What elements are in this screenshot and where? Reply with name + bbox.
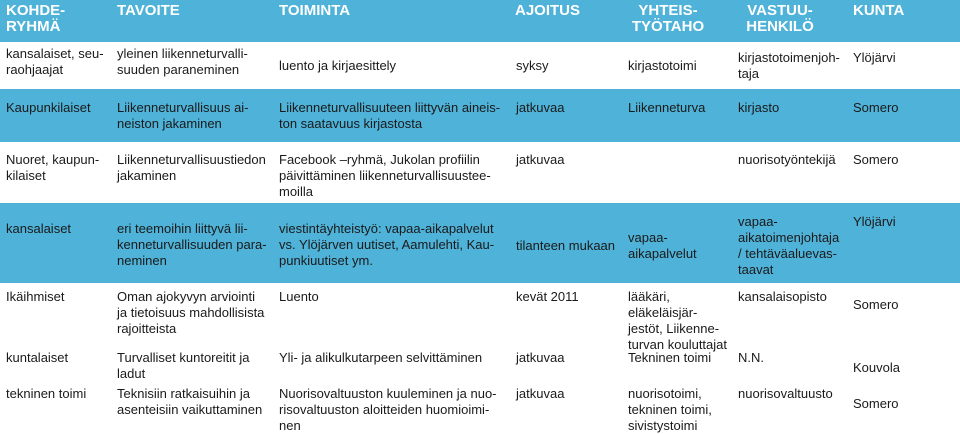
header-responsible: VASTUU- HENKILÖ [746,2,814,35]
row5-timing: kevät 2011 [516,289,579,304]
row7-goal: Teknisiin ratkaisuihin ja asenteisiin vaikuttaminen [117,386,263,417]
row5-responsible: kansalaisopisto [738,289,827,304]
row2-responsible: kirjasto [738,100,780,115]
row4-target: kansalaiset [6,221,72,236]
row7-target: tekninen toimi [6,386,87,401]
header-municipality: KUNTA [853,2,905,19]
row5-goal: Oman ajokyvyn arviointi ja tietoisuus mahdollisista rajoitteista [117,289,265,336]
row6-timing: jatkuvaa [516,350,565,365]
header-action: TOIMINTA [279,2,351,19]
row7-action: Nuorisovaltuuston kuuleminen ja nuo- risovaltuuston aloitteiden huomioimi- nen [279,386,497,433]
header-partner: YHTEIS- TYÖTAHO [631,2,705,35]
row7-partner: nuorisotoimi, tekninen toimi, sivistystoimi [628,386,712,433]
row4-action: viestintäyhteistyö: vapaa-aikapalvelut vs. Ylöjärven uutiset, Aamulehti, Kau- punkiuutiset ym. [279,221,495,268]
header-target: KOHDE- RYHMÄ [6,2,66,35]
row2-municipality: Somero [853,100,899,115]
row6-partner: Tekninen toimi [628,350,712,365]
row5-partner: lääkäri, eläkeläisjär- jestöt, Liikenne- turvan kouluttajat [628,289,728,352]
header-goal: TAVOITE [117,2,180,19]
row1-goal: yleinen liikenneturvalli- suuden paraneminen [117,46,248,77]
row6-goal: Turvalliset kuntoreitit ja ladut [117,350,250,381]
row6-responsible: N.N. [738,350,764,365]
row3-action: Facebook –ryhmä, Jukolan profiilin päivittäminen liikenneturvallisuustee- moilla [279,152,491,199]
row3-target: Nuoret, kaupun- kilaiset [6,152,100,183]
row7-municipality: Somero [853,396,899,411]
row7-responsible: nuorisovaltuusto [738,386,833,401]
row4-timing: tilanteen mukaan [516,238,616,253]
row6-target: kuntalaiset [6,350,69,365]
row3-responsible: nuorisotyöntekijä [738,152,836,167]
row2-goal: Liikenneturvallisuus ai- neiston jakaminen [117,100,249,131]
row5-target: Ikäihmiset [6,289,65,304]
row3-goal: Liikenneturvallisuustiedon jakaminen [117,152,266,183]
row1-municipality: Ylöjärvi [853,50,896,65]
row2-action: Liikenneturvallisuuteen liittyvän aineis- ton saatavuus kirjastosta [279,100,501,131]
row7-timing: jatkuvaa [516,386,565,401]
row1-partner: kirjastotoimi [628,58,697,73]
row2-partner: Liikenneturva [628,100,706,115]
row1-target: kansalaiset, seu- raohjaajat [6,46,104,77]
row2-timing: jatkuvaa [516,100,565,115]
row4-municipality: Ylöjärvi [853,214,896,229]
row1-action: luento ja kirjaesittely [279,58,397,73]
header-timing: AJOITUS [515,2,581,19]
row1-responsible: kirjastotoimenjoh- taja [738,50,840,81]
row4-responsible: vapaa- aikatoimenjohtaja / tehtäväaluevas- taavat [738,214,840,277]
row4-goal: eri teemoihin liittyvä lii- kenneturvallisuuden para- neminen [117,221,267,268]
row6-municipality: Kouvola [853,360,900,375]
row5-action: Luento [279,289,319,304]
row6-action: Yli- ja alikulkutarpeen selvittäminen [279,350,483,365]
row3-municipality: Somero [853,152,899,167]
row2-target: Kaupunkilaiset [6,100,91,115]
row3-timing: jatkuvaa [516,152,565,167]
row4-partner: vapaa- aikapalvelut [628,230,697,261]
row5-municipality: Somero [853,297,899,312]
row1-timing: syksy [516,58,549,73]
